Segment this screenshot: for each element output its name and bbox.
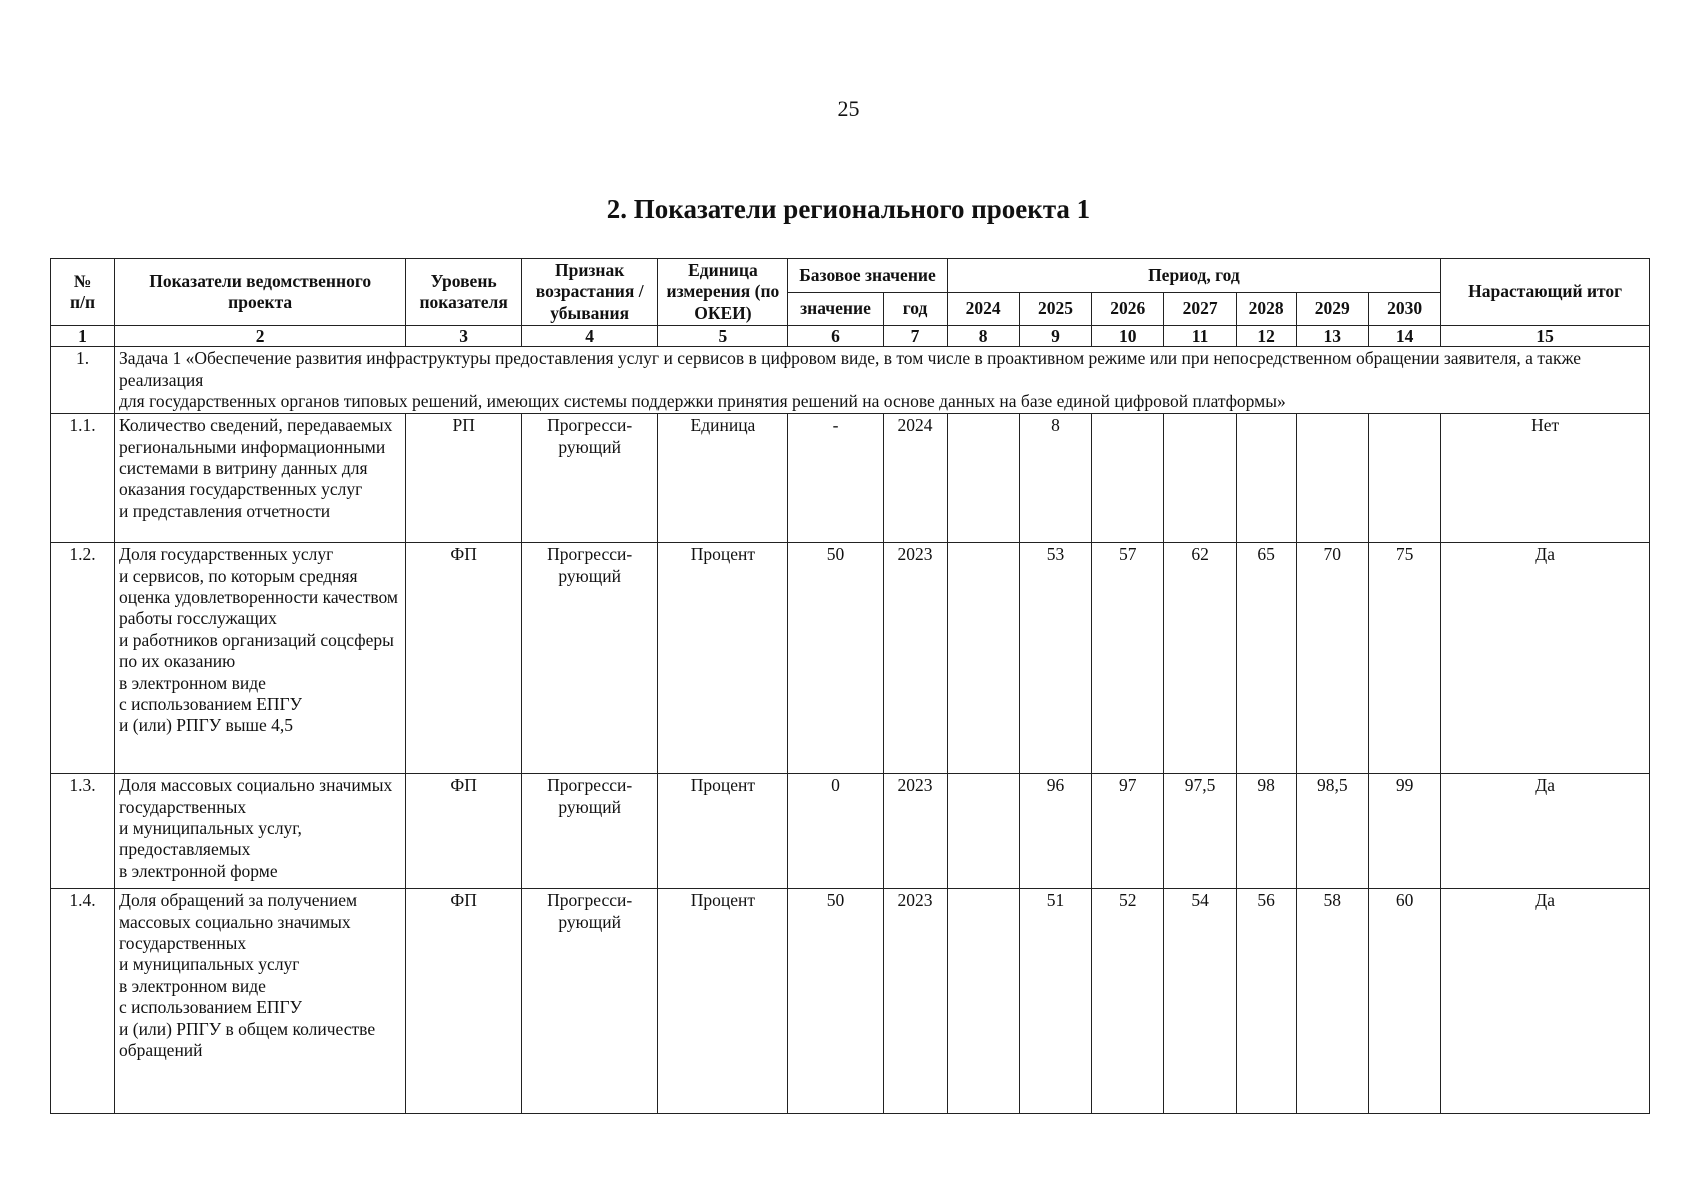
- indicator-level: ФП: [406, 543, 522, 774]
- value-2027: [1164, 414, 1236, 543]
- base-value: -: [788, 414, 883, 543]
- column-number: 11: [1164, 326, 1236, 347]
- value-2027: 97,5: [1164, 774, 1236, 889]
- header-year: 2027: [1164, 292, 1236, 326]
- header-indicator: Показатели ведомственного проекта: [115, 259, 406, 326]
- value-2029: 58: [1296, 889, 1368, 1114]
- header-base: Базовое значение: [788, 259, 947, 293]
- base-year: 2024: [883, 414, 947, 543]
- column-number: 15: [1441, 326, 1650, 347]
- value-2029: 98,5: [1296, 774, 1368, 889]
- column-number: 6: [788, 326, 883, 347]
- task-number: 1.: [51, 347, 115, 414]
- indicators-table: [50, 258, 1650, 1114]
- column-number: 2: [115, 326, 406, 347]
- value-2028: 56: [1236, 889, 1296, 1114]
- indicator-name: Количество сведений, передаваемых региональными информационными системами в витрину данных для оказания государственных услуг и представления отчетности: [115, 414, 406, 543]
- value-2025: 96: [1019, 774, 1091, 889]
- value-2025: 8: [1019, 414, 1091, 543]
- column-number: 13: [1296, 326, 1368, 347]
- indicator-name: Доля массовых социально значимых государственных и муниципальных услуг, предоставляемых в электронной форме: [115, 774, 406, 889]
- header-year: 2029: [1296, 292, 1368, 326]
- header-year: 2026: [1092, 292, 1164, 326]
- indicator-unit: Единица: [658, 414, 788, 543]
- row-number: 1.1.: [51, 414, 115, 543]
- value-2027: 54: [1164, 889, 1236, 1114]
- header-year: 2030: [1368, 292, 1440, 326]
- base-year: 2023: [883, 889, 947, 1114]
- column-number: 7: [883, 326, 947, 347]
- header-row-main: [51, 259, 1650, 293]
- value-2026: 57: [1092, 543, 1164, 774]
- row-number: 1.2.: [51, 543, 115, 774]
- header-year: 2028: [1236, 292, 1296, 326]
- header-base-year: год: [883, 292, 947, 326]
- value-2026: 97: [1092, 774, 1164, 889]
- value-2028: 65: [1236, 543, 1296, 774]
- indicator-level: ФП: [406, 774, 522, 889]
- task-text: Задача 1 «Обеспечение развития инфраструктуры предоставления услуг и сервисов в цифровом виде, в том числе в проактивном режиме или при непосредственном обращении заявителя, а также реализация для государственных органов типовых решений, имеющих системы поддержки принятия решений на основе данных на базе единой цифровой платформы»: [115, 347, 1650, 414]
- column-number: 12: [1236, 326, 1296, 347]
- value-2030: 75: [1368, 543, 1440, 774]
- value-2026: [1092, 414, 1164, 543]
- table-row: [51, 774, 1650, 889]
- header-num: № п/п: [51, 259, 115, 326]
- indicator-level: ФП: [406, 889, 522, 1114]
- indicator-trend: Прогресси- рующий: [522, 774, 658, 889]
- cumulative-total: Да: [1441, 543, 1650, 774]
- base-year: 2023: [883, 774, 947, 889]
- column-number: 3: [406, 326, 522, 347]
- row-number: 1.4.: [51, 889, 115, 1114]
- indicator-trend: Прогресси- рующий: [522, 889, 658, 1114]
- cumulative-total: Да: [1441, 774, 1650, 889]
- document-title: 2. Показатели регионального проекта 1: [606, 194, 1091, 224]
- base-value: 50: [788, 543, 883, 774]
- value-2025: 53: [1019, 543, 1091, 774]
- value-2024: [947, 414, 1019, 543]
- header-period: Период, год: [947, 259, 1441, 293]
- value-2028: [1236, 414, 1296, 543]
- base-year: 2023: [883, 543, 947, 774]
- header-year: 2025: [1019, 292, 1091, 326]
- table-row: [51, 543, 1650, 774]
- header-base-value: значение: [788, 292, 883, 326]
- column-number: 14: [1368, 326, 1440, 347]
- header-cumulative: Нарастающий итог: [1441, 259, 1650, 326]
- column-number: 10: [1092, 326, 1164, 347]
- column-number: 9: [1019, 326, 1091, 347]
- value-2030: [1368, 414, 1440, 543]
- value-2026: 52: [1092, 889, 1164, 1114]
- indicator-trend: Прогресси- рующий: [522, 414, 658, 543]
- row-number: 1.3.: [51, 774, 115, 889]
- column-number: 8: [947, 326, 1019, 347]
- value-2030: 99: [1368, 774, 1440, 889]
- task-row: [51, 347, 1650, 414]
- base-value: 50: [788, 889, 883, 1114]
- column-number: 1: [51, 326, 115, 347]
- header-unit: Единица измерения (по ОКЕИ): [658, 259, 788, 326]
- table-row: [51, 414, 1650, 543]
- value-2029: 70: [1296, 543, 1368, 774]
- cumulative-total: Да: [1441, 889, 1650, 1114]
- column-number: 5: [658, 326, 788, 347]
- value-2027: 62: [1164, 543, 1236, 774]
- value-2024: [947, 774, 1019, 889]
- header-year: 2024: [947, 292, 1019, 326]
- value-2029: [1296, 414, 1368, 543]
- indicator-unit: Процент: [658, 774, 788, 889]
- header-level: Уровень показателя: [406, 259, 522, 326]
- indicator-name: Доля государственных услуг и сервисов, по которым средняя оценка удовлетворенности качеством работы госслужащих и работников организаций соцсферы по их оказанию в электронном виде с использованием ЕПГУ и (или) РПГУ выше 4,5: [115, 543, 406, 774]
- indicator-trend: Прогресси- рующий: [522, 543, 658, 774]
- indicator-unit: Процент: [658, 889, 788, 1114]
- cumulative-total: Нет: [1441, 414, 1650, 543]
- indicator-name: Доля обращений за получением массовых социально значимых государственных и муниципальных услуг в электронном виде с использованием ЕПГУ и (или) РПГУ в общем количестве обращений: [115, 889, 406, 1114]
- indicator-level: РП: [406, 414, 522, 543]
- table-row: [51, 889, 1650, 1114]
- page-number: 25: [837, 96, 860, 121]
- column-numbers-row: [51, 326, 1650, 347]
- value-2028: 98: [1236, 774, 1296, 889]
- value-2030: 60: [1368, 889, 1440, 1114]
- base-value: 0: [788, 774, 883, 889]
- value-2024: [947, 543, 1019, 774]
- header-trend: Признак возрастания / убывания: [522, 259, 658, 326]
- column-number: 4: [522, 326, 658, 347]
- value-2025: 51: [1019, 889, 1091, 1114]
- indicator-unit: Процент: [658, 543, 788, 774]
- value-2024: [947, 889, 1019, 1114]
